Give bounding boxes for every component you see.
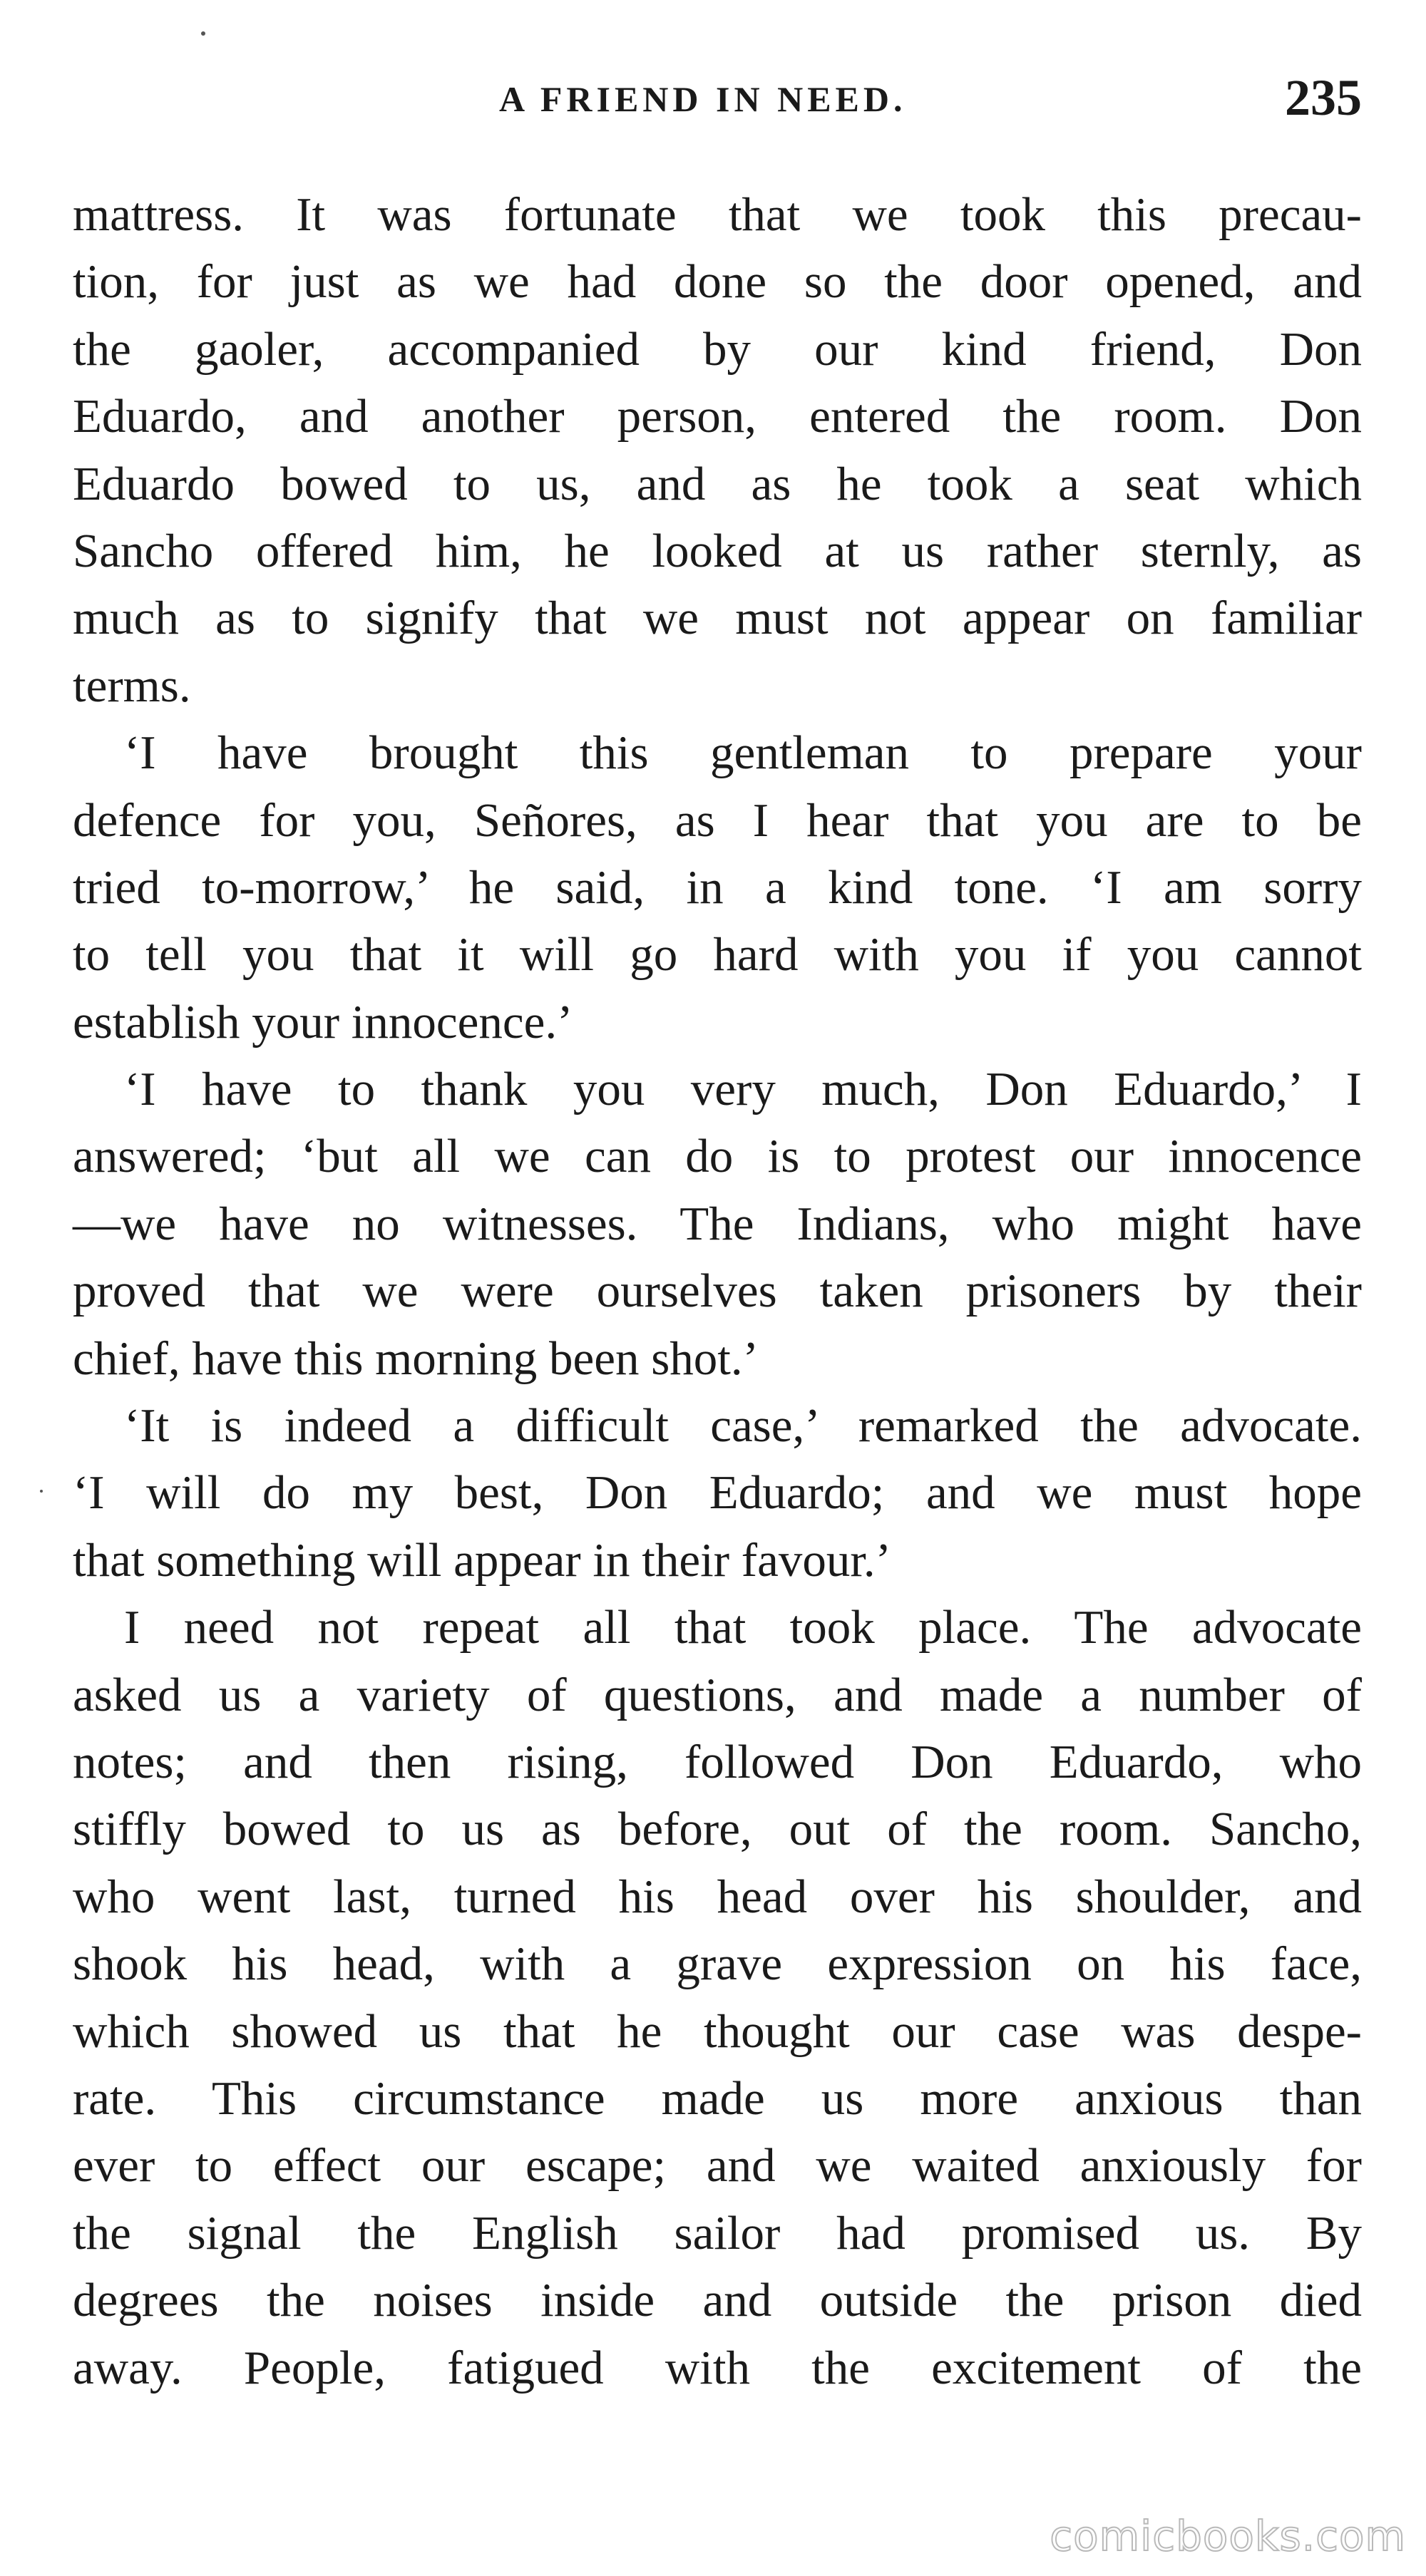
text-line: establish your innocence.’ (73, 995, 573, 1049)
text-line: chief, have this morning been shot.’ (73, 1331, 759, 1385)
text-line: tion, for just as we had done so the door opened, and (73, 255, 1362, 309)
text-line: answered; ‘but all we can do is to protest our innocence (73, 1130, 1362, 1183)
text-line: who went last, turned his head over his shoulder, and (73, 1870, 1362, 1923)
text-line: ‘I will do my best, Don Eduardo; and we must hope (73, 1466, 1362, 1520)
text-line: —we have no witnesses. The Indians, who might have (73, 1197, 1362, 1250)
text-line: ‘I have brought this gentleman to prepare your (124, 726, 1362, 780)
text-line: asked us a variety of questions, and made a number of (73, 1668, 1362, 1721)
page-header (0, 68, 1426, 133)
text-line: Eduardo bowed to us, and as he took a seat which (73, 457, 1362, 510)
text-line: that something will appear in their favour.’ (73, 1533, 891, 1587)
text-line: degrees the noises inside and outside the prison died (73, 2274, 1362, 2327)
text-line: shook his head, with a grave expression on his face, (73, 1937, 1362, 1991)
text-line: terms. (73, 659, 191, 712)
text-line: ‘I have to thank you very much, Don Eduardo,’ I (124, 1063, 1362, 1116)
text-line: much as to signify that we must not appear on familiar (73, 592, 1362, 645)
text-line: which showed us that he thought our case was despe- (73, 2004, 1362, 2058)
page-number: 235 (1285, 69, 1362, 126)
text-line: rate. This circumstance made us more anxious than (73, 2071, 1362, 2125)
print-speck (40, 1490, 43, 1493)
text-line: the signal the English sailor had promised us. By (73, 2206, 1362, 2260)
text-line: to tell you that it will go hard with you if you cannot (73, 928, 1362, 982)
text-line: I need not repeat all that took place. The advocate (124, 1601, 1362, 1654)
text-line: Eduardo, and another person, entered the room. Don (73, 390, 1362, 443)
text-line: mattress. It was fortunate that we took this precau- (73, 188, 1362, 241)
print-speck (201, 31, 205, 36)
text-line: defence for you, Señores, as I hear that you are to be (73, 793, 1362, 847)
text-line: tried to-morrow,’ he said, in a kind tone. ‘I am sorry (73, 860, 1362, 914)
text-line: ever to effect our escape; and we waited anxiously for (73, 2139, 1362, 2193)
text-line: stiffly bowed to us as before, out of the room. Sancho, (73, 1803, 1362, 1856)
text-line: away. People, fatigued with the excitement of the (73, 2341, 1362, 2394)
body-text (73, 181, 1362, 2401)
text-line: proved that we were ourselves taken prisoners by their (73, 1264, 1362, 1318)
text-line: ‘It is indeed a difficult case,’ remarked the advocate. (124, 1399, 1362, 1453)
text-line: Sancho offered him, he looked at us rather sternly, as (73, 524, 1362, 577)
text-line: the gaoler, accompanied by our kind friend, Don (73, 322, 1362, 376)
running-title: A FRIEND IN NEED. (499, 79, 907, 119)
watermark: comicbooks.com (1050, 2512, 1406, 2560)
text-line: notes; and then rising, followed Don Eduardo, who (73, 1735, 1362, 1788)
